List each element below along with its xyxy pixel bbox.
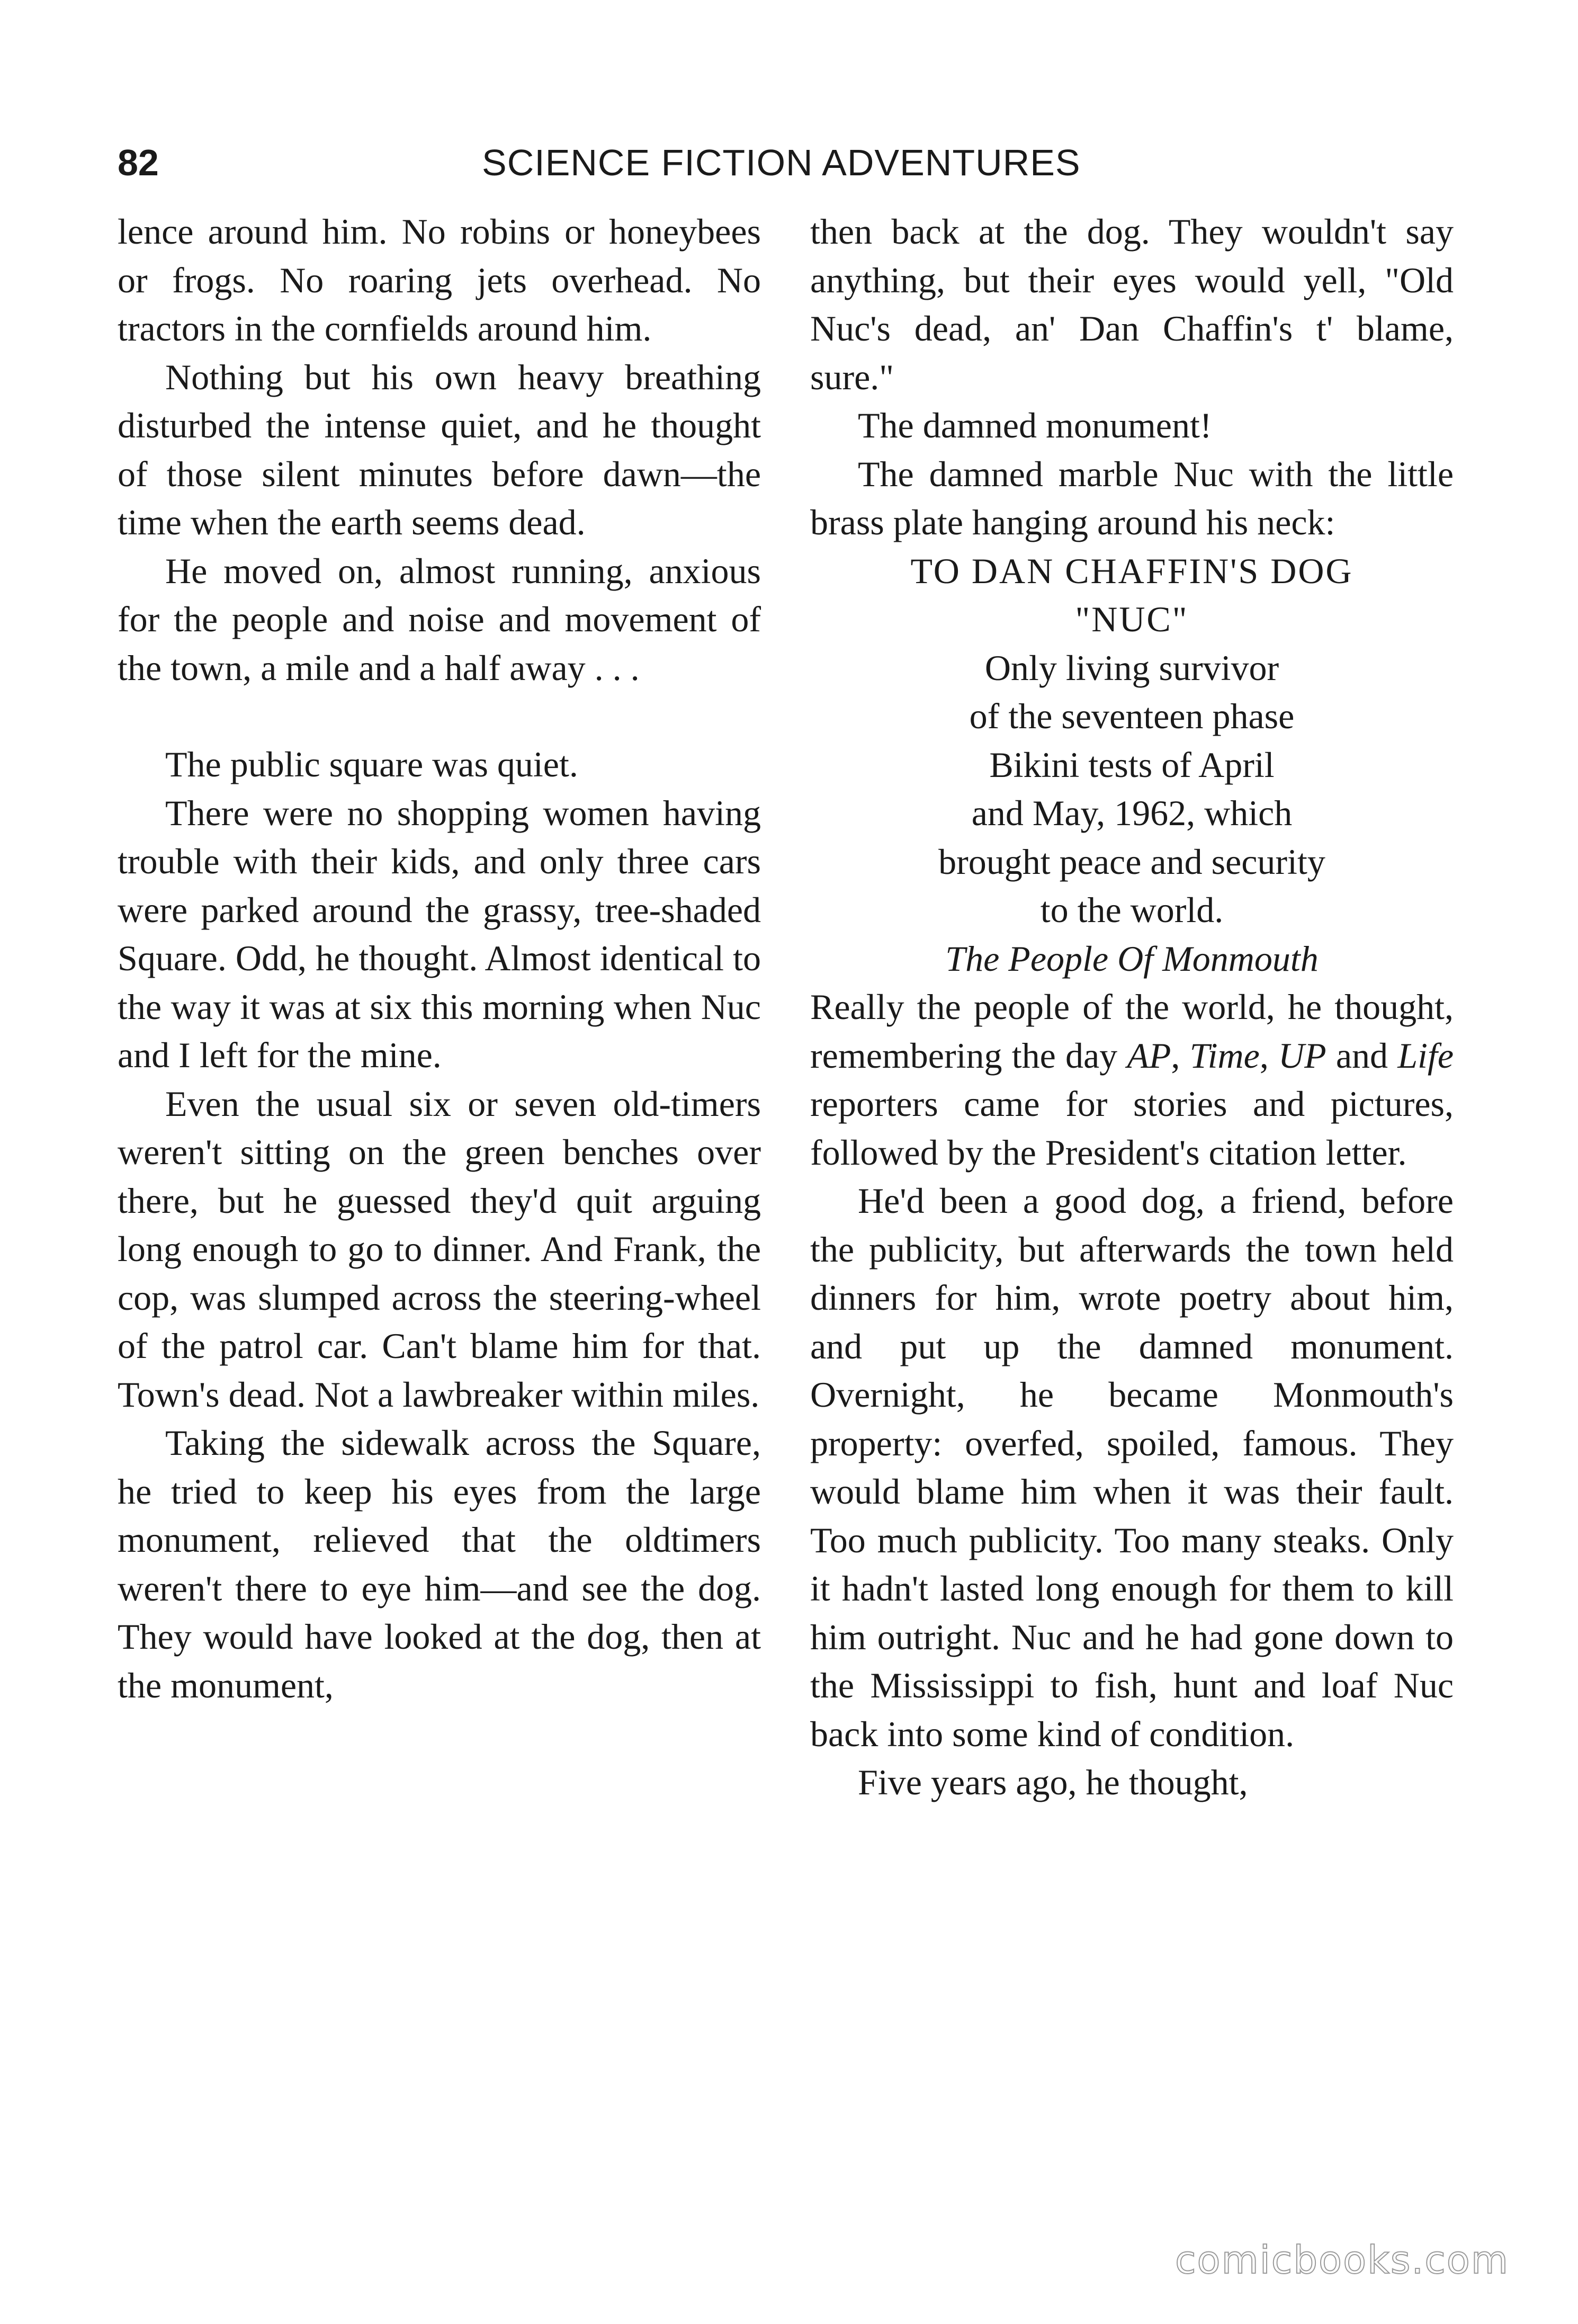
monument-plaque: [810, 547, 1454, 984]
paragraph: Even the usual six or seven old-timers weren't sitting on the green benches over there, but he guessed they'd quit arguing long enough to go to dinner. And Frank, the cop, was slumped across the steering-wheel of the patrol car. Can't blame him for that. Town's dead. Not a lawbreaker within miles.: [118, 1083, 761, 1415]
watermark: comicbooks.com: [1174, 2238, 1509, 2282]
text-run: Time: [1189, 1035, 1260, 1076]
paragraph: The damned marble Nuc with the little brass plate hanging around his neck:: [810, 453, 1454, 542]
paragraph: He'd been a good dog, a friend, before the publicity, but afterwards the town held dinners for him, wrote poetry about him, and put up the damned monument. Overnight, he became Monmouth's property: overfed, spoiled, famous. They would blame him when it was their fault. Too much publicity. Too many steaks. Only it hadn't lasted long enough for them to kill him outright. Nuc and he had gone down to the Mississippi to fish, hunt and loaf Nuc back into some kind of condition.: [810, 1181, 1454, 1754]
paragraph: He moved on, almost running, anxious for the people and noise and movement of the town, a mile and a half away . . .: [118, 550, 761, 688]
plaque-line: Only living survivor: [984, 647, 1279, 688]
text-run: Life: [1397, 1035, 1454, 1076]
running-title: SCIENCE FICTION ADVENTURES: [482, 142, 1081, 183]
paragraph: The public square was quiet.: [165, 744, 578, 784]
plaque-line: and May, 1962, which: [971, 793, 1293, 833]
paragraph: Five years ago, he thought,: [858, 1762, 1248, 1802]
page-header: [118, 139, 1441, 192]
text-run: Really the people of the world, he thought, remembering the day: [810, 987, 1454, 1076]
text-run: and: [1326, 1035, 1398, 1076]
text-run: UP: [1278, 1035, 1326, 1076]
plaque-line: to the world.: [1040, 890, 1224, 930]
paragraph: [810, 983, 1454, 1177]
page-number: 82: [118, 142, 159, 183]
paragraph: The damned monument!: [858, 405, 1212, 445]
text-run: ,: [1171, 1035, 1190, 1076]
text-run: AP: [1127, 1035, 1171, 1076]
text-run: reporters came for stories and pictures, followed by the President's citation letter.: [810, 1084, 1454, 1173]
plaque-line: Bikini tests of April: [989, 744, 1275, 785]
plaque-signature: The People Of Monmouth: [945, 938, 1319, 979]
paragraph: There were no shopping women having trouble with their kids, and only three cars were parked around the grassy, tree-shaded Square. Odd, he thought. Almost identical to the way it was at six this morning when Nuc and I left for the mine.: [118, 792, 761, 1075]
text-run: ,: [1259, 1035, 1279, 1076]
paragraph: Taking the sidewalk across the Square, he tried to keep his eyes from the large monument, relieved that the oldtimers weren't there to eye him—and see the dog. They would have looked at the dog, then at the monument,: [118, 1423, 761, 1705]
right-column: [810, 208, 1454, 1807]
paragraph: then back at the dog. They wouldn't say anything, but their eyes would yell, "Old Nuc's dead, an' Dan Chaffin's t' blame, sure.": [810, 211, 1454, 397]
plaque-line: brought peace and security: [938, 841, 1325, 882]
paragraph: Nothing but his own heavy breathing disturbed the intense quiet, and he thought of those silent minutes before dawn—the time when the earth seems dead.: [118, 356, 761, 542]
paragraph: lence around him. No robins or honeybees or frogs. No roaring jets overhead. No tractors in the cornfields around him.: [118, 211, 761, 348]
plaque-line: TO DAN CHAFFIN'S DOG: [910, 550, 1353, 591]
plaque-line: "NUC": [1075, 599, 1189, 639]
left-column: [118, 208, 761, 1710]
plaque-line: of the seventeen phase: [969, 696, 1295, 736]
